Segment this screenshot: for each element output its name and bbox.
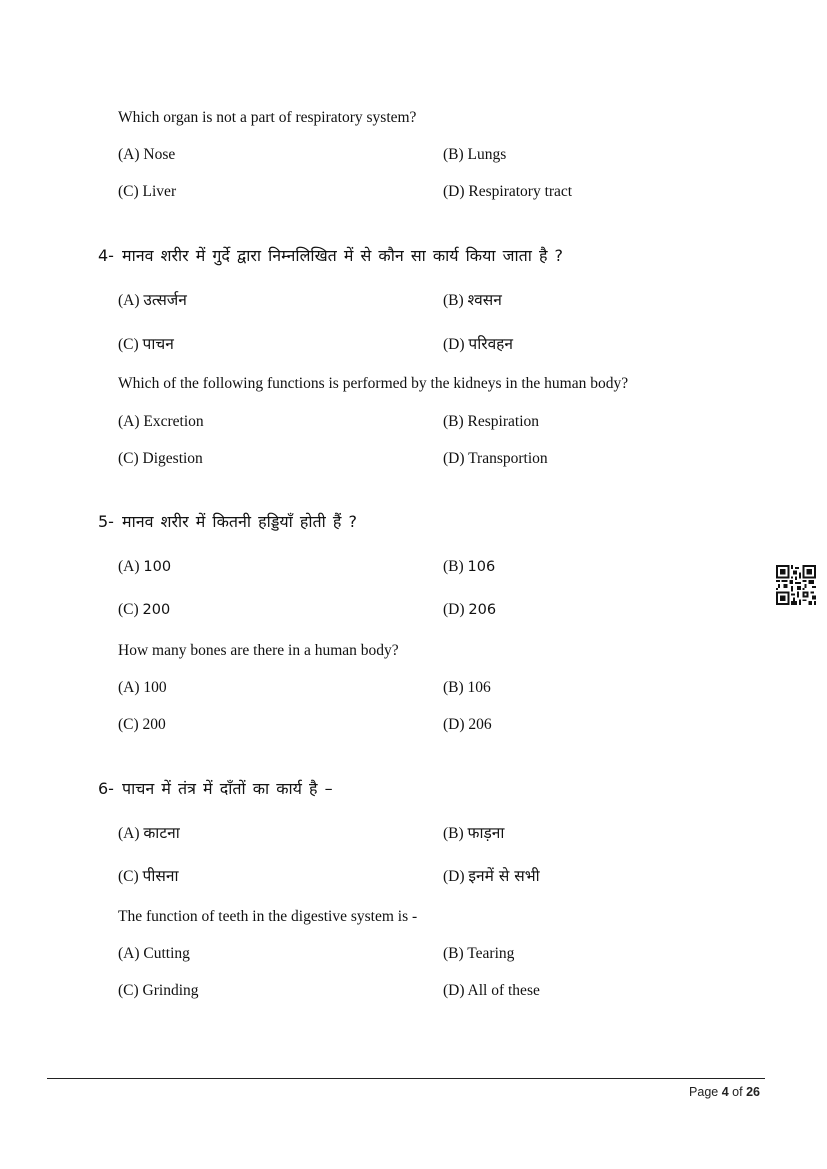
q6-number: 6- bbox=[98, 779, 114, 798]
footer-divider bbox=[47, 1078, 765, 1079]
q4-hindi-option-a: (A) उत्सर्जन bbox=[118, 291, 187, 309]
q5-option-a: (A) 100 bbox=[118, 679, 167, 696]
q6-hindi-option-b: (B) फाड़ना bbox=[443, 824, 505, 842]
q4-english-text: Which of the following functions is performed by the kidneys in the human body? bbox=[118, 375, 629, 392]
q4-number: 4- bbox=[98, 246, 114, 265]
q6-hindi-option-c: (C) पीसना bbox=[118, 867, 179, 885]
q3-option-d: (D) Respiratory tract bbox=[443, 183, 573, 200]
q6-hindi-option-d: (D) इनमें से सभी bbox=[443, 867, 540, 885]
q5-option-b: (B) 106 bbox=[443, 679, 491, 696]
q6-hindi-option-a: (A) काटना bbox=[118, 824, 180, 842]
q4-hindi-option-b: (B) श्वसन bbox=[443, 291, 502, 309]
q5-hindi-option-b: (B) 106 bbox=[443, 558, 496, 575]
of-word: of bbox=[732, 1085, 743, 1099]
q6-option-a: (A) Cutting bbox=[118, 945, 190, 962]
q6-hindi-text: पाचन में तंत्र में दाँतों का कार्य है – bbox=[122, 779, 333, 798]
q5-option-c: (C) 200 bbox=[118, 716, 166, 733]
q4-option-d: (D) Transportion bbox=[443, 450, 548, 467]
q5-hindi-option-d: (D) 206 bbox=[443, 601, 497, 618]
page-current: 4 bbox=[721, 1085, 729, 1099]
q5-option-d: (D) 206 bbox=[443, 716, 492, 733]
q3-option-a: (A) Nose bbox=[118, 146, 176, 163]
q6-option-d: (D) All of these bbox=[443, 982, 540, 999]
q4-hindi-text: मानव शरीर में गुर्दे द्वारा निम्नलिखित में से कौन सा कार्य किया जाता है ? bbox=[122, 246, 564, 265]
q3-option-c: (C) Liver bbox=[118, 183, 177, 200]
q6-option-b: (B) Tearing bbox=[443, 945, 515, 962]
q5-hindi-text: मानव शरीर में कितनी हड्डियाँ होती हैं ? bbox=[122, 512, 357, 531]
page-total: 26 bbox=[746, 1085, 760, 1099]
q4-option-a: (A) Excretion bbox=[118, 413, 204, 430]
q5-hindi-option-c: (C) 200 bbox=[118, 601, 171, 618]
qr-code-icon bbox=[776, 565, 816, 605]
q6-english-text: The function of teeth in the digestive system is - bbox=[118, 908, 418, 925]
q4-hindi-option-c: (C) पाचन bbox=[118, 335, 174, 353]
q4-option-c: (C) Digestion bbox=[118, 450, 203, 467]
q5-english-text: How many bones are there in a human body? bbox=[118, 642, 399, 659]
q3-english-text: Which organ is not a part of respiratory system? bbox=[118, 109, 417, 126]
page-number bbox=[689, 1085, 760, 1099]
q3-option-b: (B) Lungs bbox=[443, 146, 507, 163]
page-word: Page bbox=[689, 1085, 719, 1099]
q6-option-c: (C) Grinding bbox=[118, 982, 199, 999]
q4-option-b: (B) Respiration bbox=[443, 413, 539, 430]
q4-hindi-option-d: (D) परिवहन bbox=[443, 335, 514, 353]
q5-number: 5- bbox=[98, 512, 114, 531]
q5-hindi-option-a: (A) 100 bbox=[118, 558, 172, 575]
